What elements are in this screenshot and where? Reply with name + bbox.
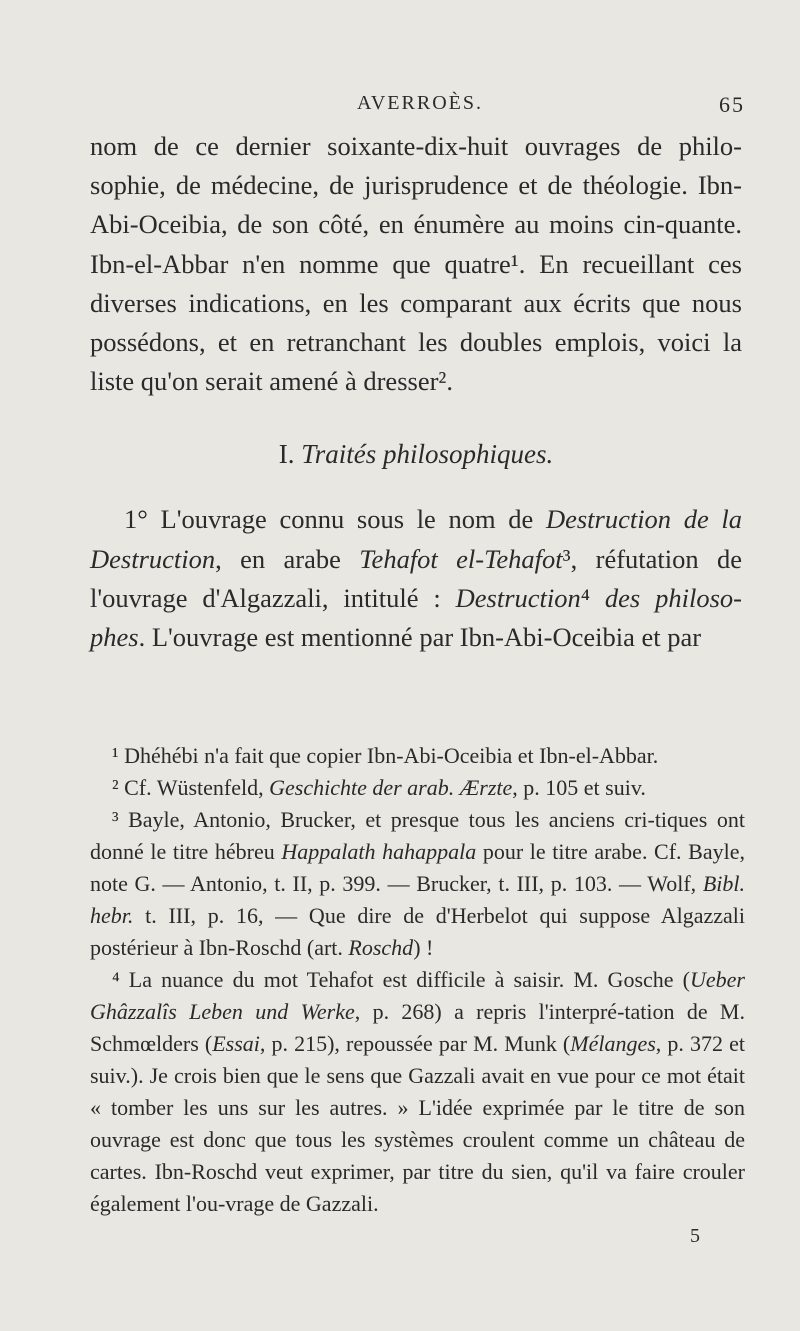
- paragraph-1: nom de ce dernier soixante-dix-huit ouvrages de philo-sophie, de médecine, de jurisprudence et de théologie. Ibn-Abi-Oceibia, de son côté, en énumère au moins cin-quante. Ibn-el-Abbar n'en nomme que quatre¹. En recueillant ces diverses indications, en les comparant aux écrits que nous possédons, et en retranchant les doubles emplois, voici la liste qu'on serait amené à dresser².: [90, 131, 742, 397]
- page-number: 65: [719, 92, 745, 117]
- signature-mark: 5: [690, 1225, 700, 1247]
- fn4-italic: Ueber Ghâzzalîs Leben und Werke: [90, 967, 745, 1024]
- fn3-text: pour le titre arabe. Cf. Bayle, note G. — Antonio, t. II, p. 399. — Brucker, t. III, p. 103. — Wolf,: [90, 839, 745, 896]
- p2-italic-arabic: Tehafot el-Tehafot: [359, 543, 563, 574]
- fn2-italic: Geschichte der arab. Ærzte: [269, 775, 513, 800]
- running-title: AVERROÈS.: [357, 92, 483, 114]
- p2-italic-title: Destruction de la Destruction: [90, 504, 743, 574]
- fn3-italic: Bibl. hebr.: [90, 871, 745, 928]
- section-heading: [90, 439, 742, 470]
- fn4-text: , p. 372 et suiv.). Je crois bien que le sens que Gazzali avait en vue pour ce mot était « tomber les uns sur les autres. » L'idée exprimée par le titre de son ouvrage est donc que tous les systèmes croulent comme un château de cartes. Ibn-Roschd veut exprimer, par titre du sien, qu'il va faire crouler également l'ou-vrage de Gazzali.: [90, 1031, 745, 1216]
- fn4-text: , p. 215), repoussée par M. Munk (: [259, 1031, 571, 1056]
- fn3-text: t. III, p. 16, — Que dire de d'Herbelot qui suppose Algazzali postérieur à Ibn-Roschd (art.: [90, 903, 745, 960]
- paragraph-2: [90, 500, 742, 657]
- p2-italic-philosophes: des philoso-phes: [90, 582, 742, 653]
- fn3-text: ³ Bayle, Antonio, Brucker, et presque tous les anciens cri-tiques ont donné le titre hébreu: [90, 807, 745, 864]
- fn2-text: ² Cf. Wüstenfeld,: [112, 775, 270, 800]
- p2-text: , en arabe: [215, 543, 360, 574]
- p2-text: . L'ouvrage est mentionné par Ibn-Abi-Oceibia et par: [138, 622, 702, 653]
- footnote-1: ¹ Dhéhébi n'a fait que copier Ibn-Abi-Oceibia et Ibn-el-Abbar.: [112, 743, 659, 768]
- footnote-4: [90, 964, 745, 1220]
- fn4-italic: Essai: [212, 1031, 260, 1056]
- page-header: [90, 92, 745, 122]
- p2-text: ³, réfutation de l'ouvrage d'Algazzali, intitulé :: [90, 543, 743, 613]
- fn2-text: , p. 105 et suiv.: [512, 775, 646, 800]
- section-title: Traités philosophiques.: [301, 439, 554, 470]
- fn3-italic: Happalath hahappala: [281, 839, 477, 864]
- fn3-text: ) !: [413, 935, 434, 960]
- footnote-2: [90, 772, 745, 804]
- footnotes: [90, 740, 745, 1220]
- fn3-italic: Roschd: [348, 935, 414, 960]
- fn4-text: ⁴ La nuance du mot Tehafot est difficile à saisir. M. Gosche (: [112, 967, 691, 992]
- fn4-text: , p. 268) a repris l'interpré-tation de M. Schmœlders (: [90, 999, 745, 1056]
- section-number: I.: [278, 439, 295, 470]
- p2-italic-destruction: Destruction: [455, 582, 581, 613]
- main-text: [90, 127, 742, 657]
- fn4-italic: Mélanges: [570, 1031, 656, 1056]
- footnote-3: [90, 804, 745, 964]
- p2-text: 1° L'ouvrage connu sous le nom de: [124, 504, 546, 535]
- p2-text: ⁴: [580, 582, 605, 613]
